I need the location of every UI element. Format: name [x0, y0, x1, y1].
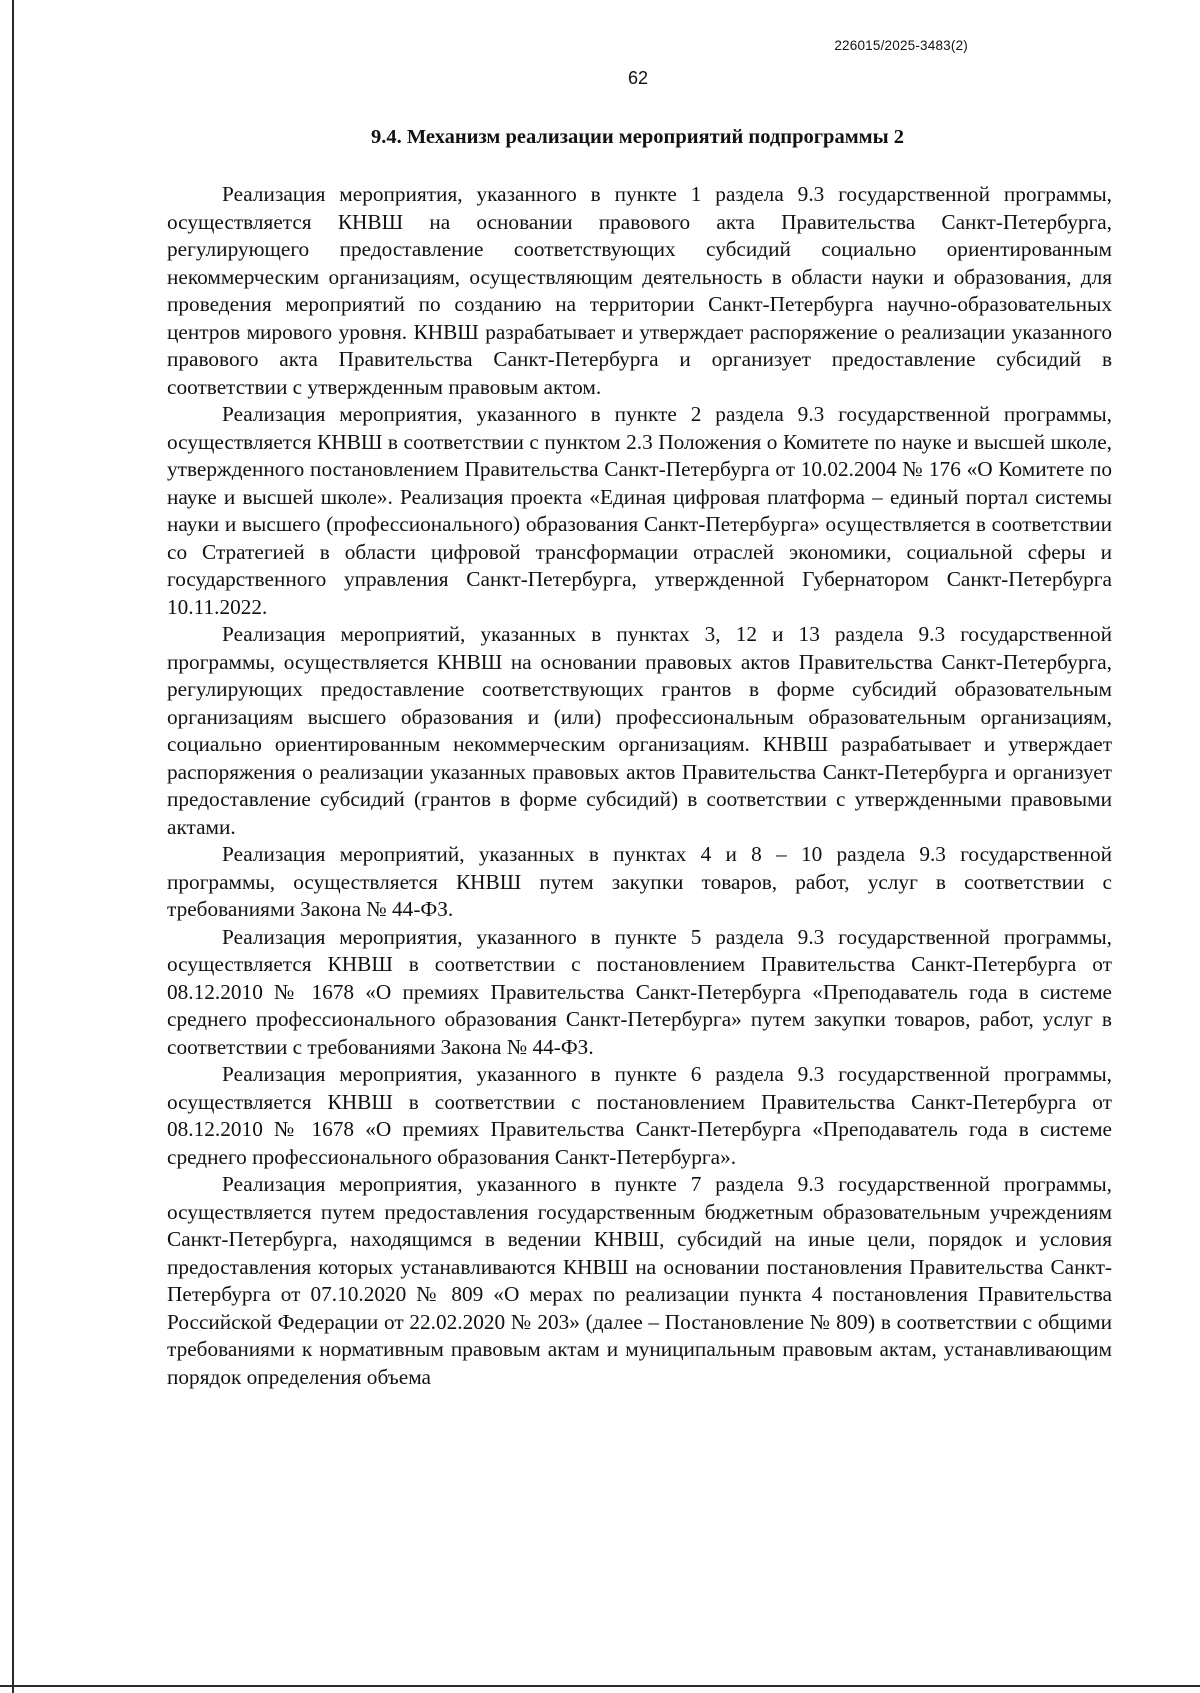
page-edge-left	[12, 0, 14, 1693]
page-number: 62	[627, 68, 649, 88]
paragraph-item-5-teacher-award: Реализация мероприятия, указанного в пункте 5 раздела 9.3 государственной программы, осуществляется КНВШ в соответствии с постановлением Правительства Санкт-Петербурга от 08.12.2010 № 1678 «О премиях Правительства Санкт-Петербурга «Преподаватель года в системе среднего профессионального образования Санкт-Петербурга» путем закупки товаров, работ, услуг в соответствии с требованиями Закона № 44-ФЗ.	[167, 924, 1112, 1059]
paragraph-item-1-nvsh-centers: Реализация мероприятия, указанного в пункте 1 раздела 9.3 государственной программы, осуществляется КНВШ на основании правового акта Правительства Санкт-Петербурга, регулирующего предоставление соответствующих субсидий социально ориентированным некоммерческим организациям, осуществляющим деятельность в области науки и образования, для проведения мероприятий по созданию на территории Санкт-Петербурга научно-образовательных центров мирового уровня. КНВШ разрабатывает и утверждает распоряжение о реализации указанного правового акта Правительства Санкт-Петербурга и организует предоставление субсидий в соответствии с утвержденным правовым актом.	[167, 182, 1112, 399]
document-registration-number: 226015/2025-3483(2)	[834, 38, 968, 53]
section-heading: 9.4. Механизм реализации мероприятий подпрограммы 2	[370, 126, 905, 148]
paragraph-items-4-8-10-procurement: Реализация мероприятий, указанных в пунктах 4 и 8 – 10 раздела 9.3 государственной программы, осуществляется КНВШ путем закупки товаров, работ, услуг в соответствии с требованиями Закона № 44-ФЗ.	[167, 842, 1112, 921]
paragraph-item-6-teacher-award: Реализация мероприятия, указанного в пункте 6 раздела 9.3 государственной программы, осуществляется КНВШ в соответствии с постановлением Правительства Санкт-Петербурга от 08.12.2010 № 1678 «О премиях Правительства Санкт-Петербурга «Преподаватель года в системе среднего профессионального образования Санкт-Петербурга».	[167, 1062, 1112, 1169]
paragraph-item-2-digital-platform: Реализация мероприятия, указанного в пункте 2 раздела 9.3 государственной программы, осуществляется КНВШ в соответствии с пунктом 2.3 Положения о Комитете по науке и высшей школе, утвержденного постановлением Правительства Санкт-Петербурга от 10.02.2004 № 176 «О Комитете по науке и высшей школе». Реализация проекта «Единая цифровая платформа – единый портал системы науки и высшего (профессионального) образования Санкт-Петербурга» осуществляется в соответствии со Стратегией в области цифровой трансформации отраслей экономики, социальной сферы и государственного управления Санкт-Петербурга, утвержденной Губернатором Санкт-Петербурга 10.11.2022.	[167, 402, 1112, 619]
page-edge-bottom	[0, 1685, 1200, 1687]
paragraph-items-3-12-13-grants: Реализация мероприятий, указанных в пунктах 3, 12 и 13 раздела 9.3 государственной программы, осуществляется КНВШ на основании правовых актов Правительства Санкт-Петербурга, регулирующих предоставление соответствующих грантов в форме субсидий образовательным организациям высшего образования и (или) профессиональным образовательным организациям, социально ориентированным некоммерческим организациям. КНВШ разрабатывает и утверждает распоряжения о реализации указанных правовых актов Правительства Санкт-Петербурга и организует предоставление субсидий (грантов в форме субсидий) в соответствии с утвержденными правовыми актами.	[167, 622, 1112, 839]
document-body	[167, 181, 1112, 1391]
paragraph-item-7-subsidies: Реализация мероприятия, указанного в пункте 7 раздела 9.3 государственной программы, осуществляется путем предоставления государственным бюджетным образовательным учреждениям Санкт-Петербурга, находящимся в ведении КНВШ, субсидий на иные цели, порядок и условия предоставления которых устанавливаются КНВШ на основании постановления Правительства Санкт-Петербурга от 07.10.2020 № 809 «О мерах по реализации пункта 4 постановления Правительства Российской Федерации от 22.02.2020 № 203» (далее – Постановление № 809) в соответствии с общими требованиями к нормативным правовым актам и муниципальным правовым актам, устанавливающим порядок определения объема	[167, 1172, 1112, 1389]
